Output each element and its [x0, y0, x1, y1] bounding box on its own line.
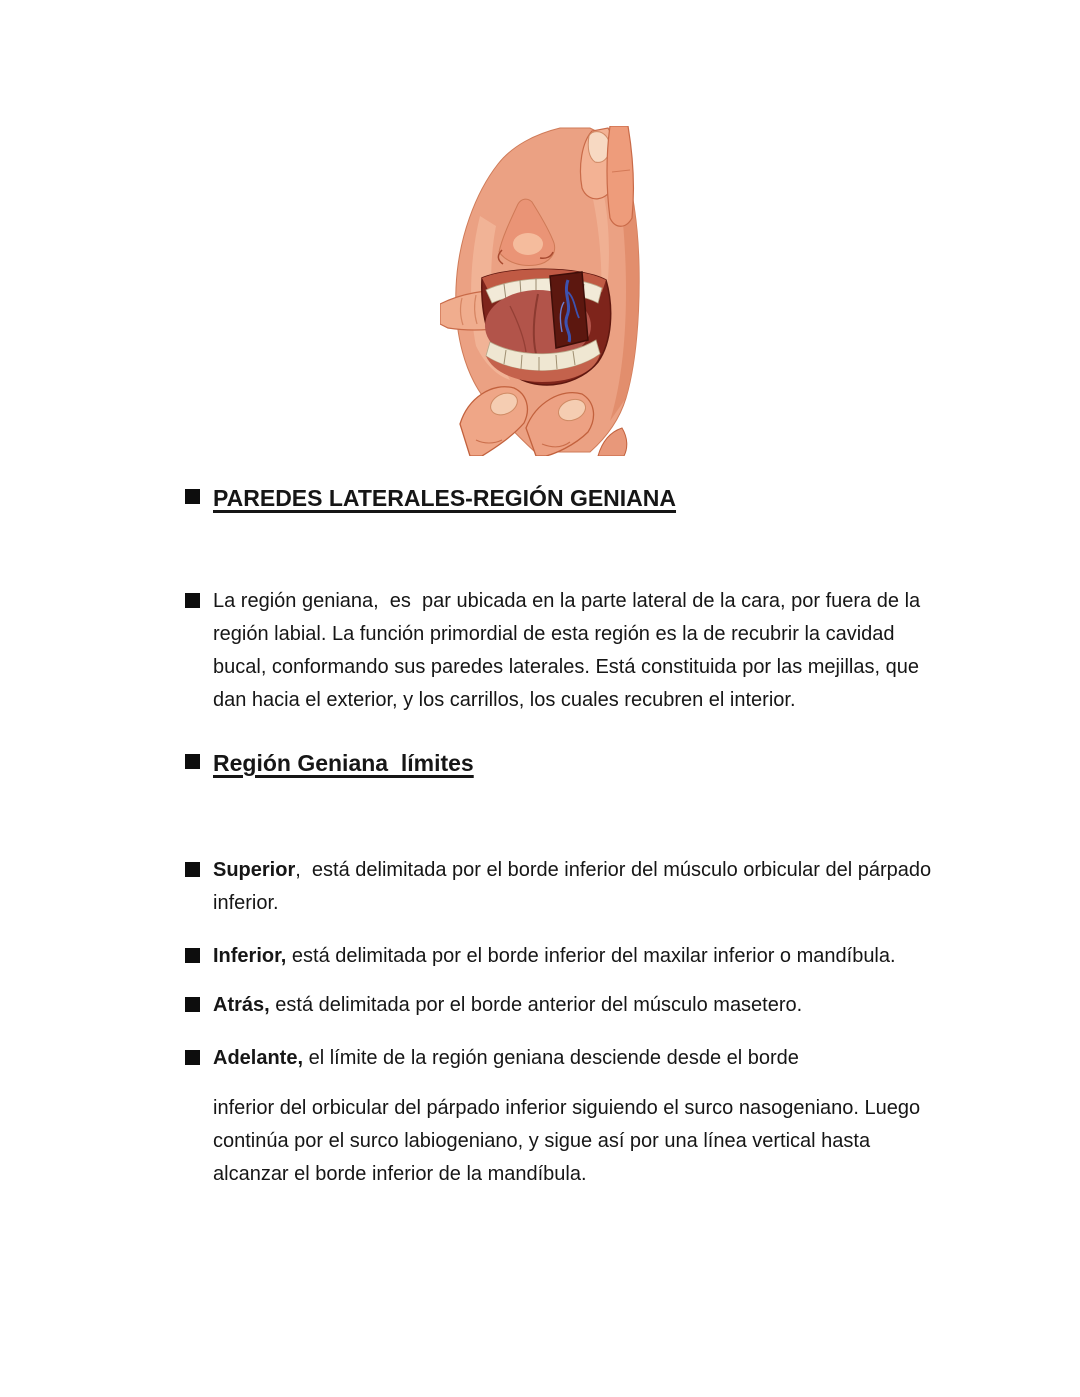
- list-item-adelante: [185, 1042, 945, 1191]
- item-lead-bold: Atrás,: [213, 993, 270, 1016]
- heading-text: PAREDES LATERALES-REGIÓN GENIANA: [213, 485, 677, 511]
- square-bullet-icon: [185, 754, 200, 769]
- square-bullet-icon: [185, 1050, 200, 1065]
- item-text-continued: inferior del orbicular del párpado inferior siguiendo el surco nasogeniano. Luego continúa por el surco labiogeniano, y sigue así por una línea vertical hasta alcanzar el borde inferior de la mandíbula.: [213, 1096, 926, 1185]
- list-item-region-geniana-intro: [185, 585, 945, 717]
- item-text: el límite de la región geniana desciende desde el borde: [303, 1046, 799, 1069]
- item-text: , está delimitada por el borde inferior del músculo orbicular del párpado inferior.: [213, 858, 937, 914]
- square-bullet-icon: [185, 997, 200, 1012]
- section-heading-paredes-laterales: [185, 480, 945, 517]
- section-heading-region-geniana-limites: [185, 745, 945, 782]
- list-item-atras: [185, 989, 945, 1022]
- mouth-anatomy-drawing: [440, 126, 645, 456]
- item-text: está delimitada por el borde anterior del músculo masetero.: [269, 993, 803, 1016]
- heading-text: Región Geniana límites: [213, 749, 474, 776]
- square-bullet-icon: [185, 489, 200, 504]
- item-text: está delimitada por el borde inferior del maxilar inferior o mandíbula.: [286, 944, 896, 967]
- mouth-anatomy-illustration: [440, 126, 645, 456]
- document-body: [185, 480, 945, 1191]
- item-lead-bold: Superior: [213, 858, 296, 881]
- item-lead-bold: Inferior,: [213, 944, 287, 967]
- item-lead-bold: Adelante,: [213, 1046, 304, 1069]
- list-item-superior: [185, 854, 945, 920]
- square-bullet-icon: [185, 948, 200, 963]
- square-bullet-icon: [185, 862, 200, 877]
- list-item-inferior: [185, 940, 945, 973]
- square-bullet-icon: [185, 593, 200, 608]
- paragraph-text: La región geniana, es par ubicada en la parte lateral de la cara, por fuera de la región labial. La función primordial de esta región es la de recubrir la cavidad bucal, conformando sus paredes laterales. Está constituida por las mejillas, que dan hacia el exterior, y los carrillos, los cuales recubren el interior.: [213, 589, 926, 711]
